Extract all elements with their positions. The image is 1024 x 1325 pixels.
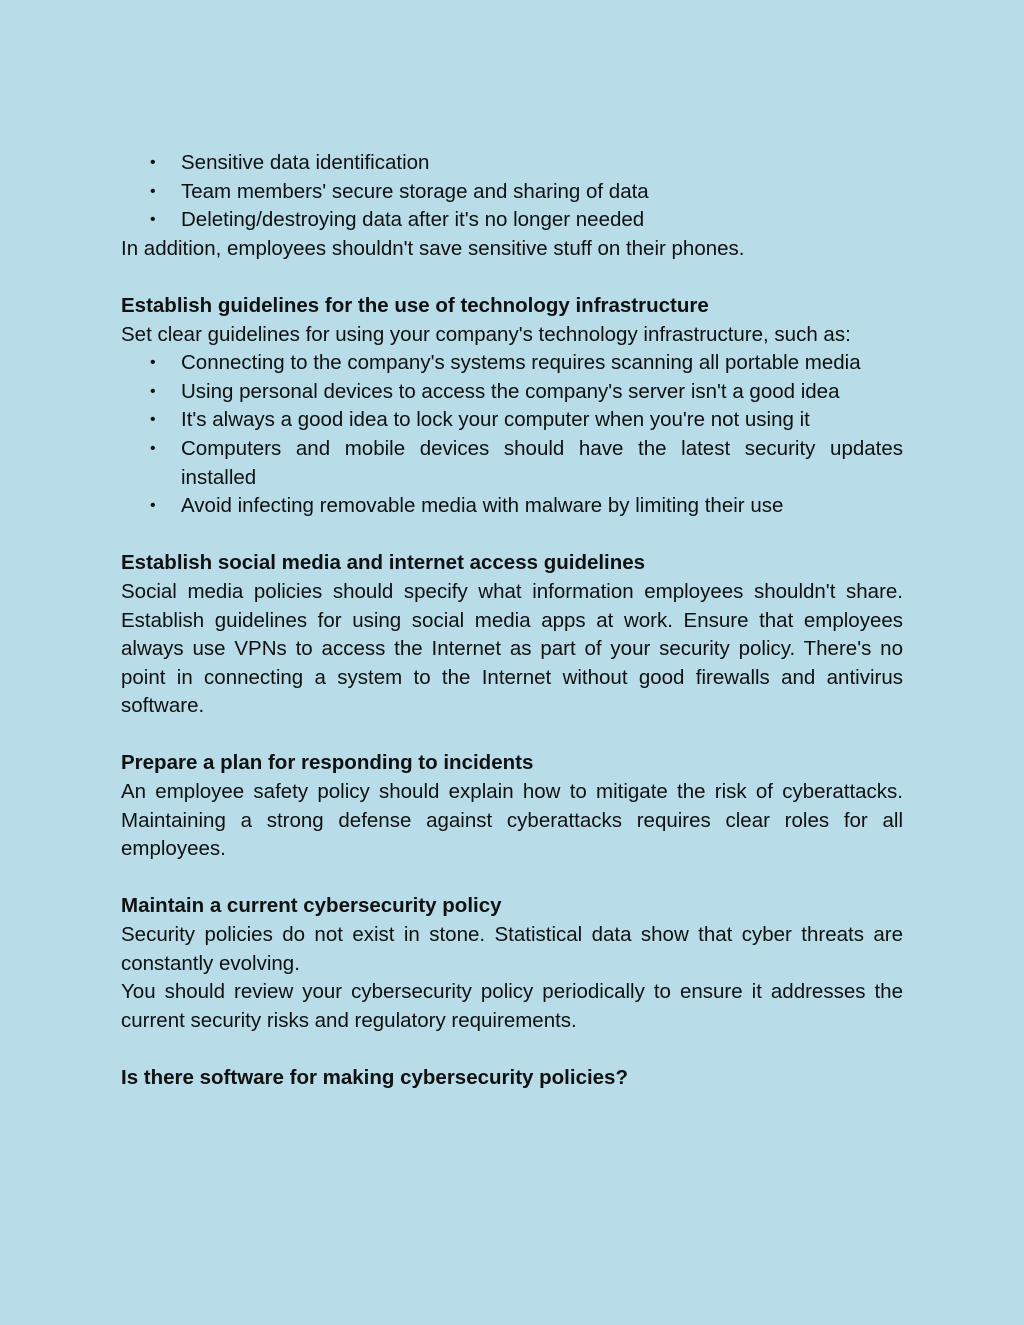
- intro-bullet-list: [121, 149, 903, 235]
- bullet-icon: •: [150, 411, 156, 429]
- technology-bullet-list: [121, 349, 903, 521]
- section-heading-software: Is there software for making cybersecurity policies?: [121, 1066, 628, 1089]
- section-body-current-policy: Security policies do not exist in stone. Statistical data show that cyber threats are constantly evolving.: [121, 923, 903, 975]
- section-heading-technology: Establish guidelines for the use of technology infrastructure: [121, 293, 709, 317]
- section-heading-social-media: Establish social media and internet access guidelines: [121, 551, 646, 575]
- section-body-technology: Set clear guidelines for using your company's technology infrastructure, such as:: [121, 322, 851, 346]
- bullet-icon: •: [150, 439, 156, 457]
- bullet-icon: •: [150, 497, 156, 515]
- document-content: [121, 149, 903, 1093]
- section-body-incidents: An employee safety policy should explain how to mitigate the risk of cyberattacks. Maintaining a strong defense against cyberattacks requires clear roles for all employees.: [121, 780, 903, 861]
- section-body-social-media: Social media policies should specify what information employees shouldn't share. Establish guidelines for using social media apps at work. Ensure that employees always use VPNs to access the Internet as part of your security policy. There's no point in connecting a system to the Internet without good firewalls and antivirus software.: [121, 579, 903, 718]
- section-heading-current-policy: Maintain a current cybersecurity policy: [121, 894, 502, 918]
- intro-note: In addition, employees shouldn't save sensitive stuff on their phones.: [121, 236, 745, 260]
- spacer: [121, 263, 903, 292]
- section-body-current-policy-2: You should review your cybersecurity policy periodically to ensure it addresses the current security risks and regulatory requirements.: [121, 980, 903, 1032]
- bullet-icon: •: [150, 382, 156, 400]
- list-item: • It's always a good idea to lock your computer when you're not using it: [121, 406, 903, 435]
- list-item: • Using personal devices to access the company's server isn't a good idea: [121, 378, 903, 407]
- list-item: • Deleting/destroying data after it's no longer needed: [121, 206, 903, 235]
- spacer: [121, 1035, 903, 1064]
- bullet-icon: •: [150, 182, 156, 200]
- bullet-icon: •: [150, 354, 156, 372]
- list-item: • Sensitive data identification: [121, 149, 903, 178]
- bullet-icon: •: [150, 211, 156, 229]
- bullet-icon: •: [150, 154, 156, 171]
- list-item: • Avoid infecting removable media with malware by limiting their use: [121, 492, 903, 521]
- spacer: [121, 721, 903, 750]
- section-heading-incidents: Prepare a plan for responding to incidents: [121, 751, 534, 775]
- list-item: • Computers and mobile devices should have the latest security updates installed: [150, 436, 903, 489]
- spacer: [121, 864, 903, 893]
- list-item: • Team members' secure storage and sharing of data: [121, 178, 903, 207]
- list-item: • Connecting to the company's systems requires scanning all portable media: [121, 349, 903, 378]
- spacer: [121, 521, 903, 550]
